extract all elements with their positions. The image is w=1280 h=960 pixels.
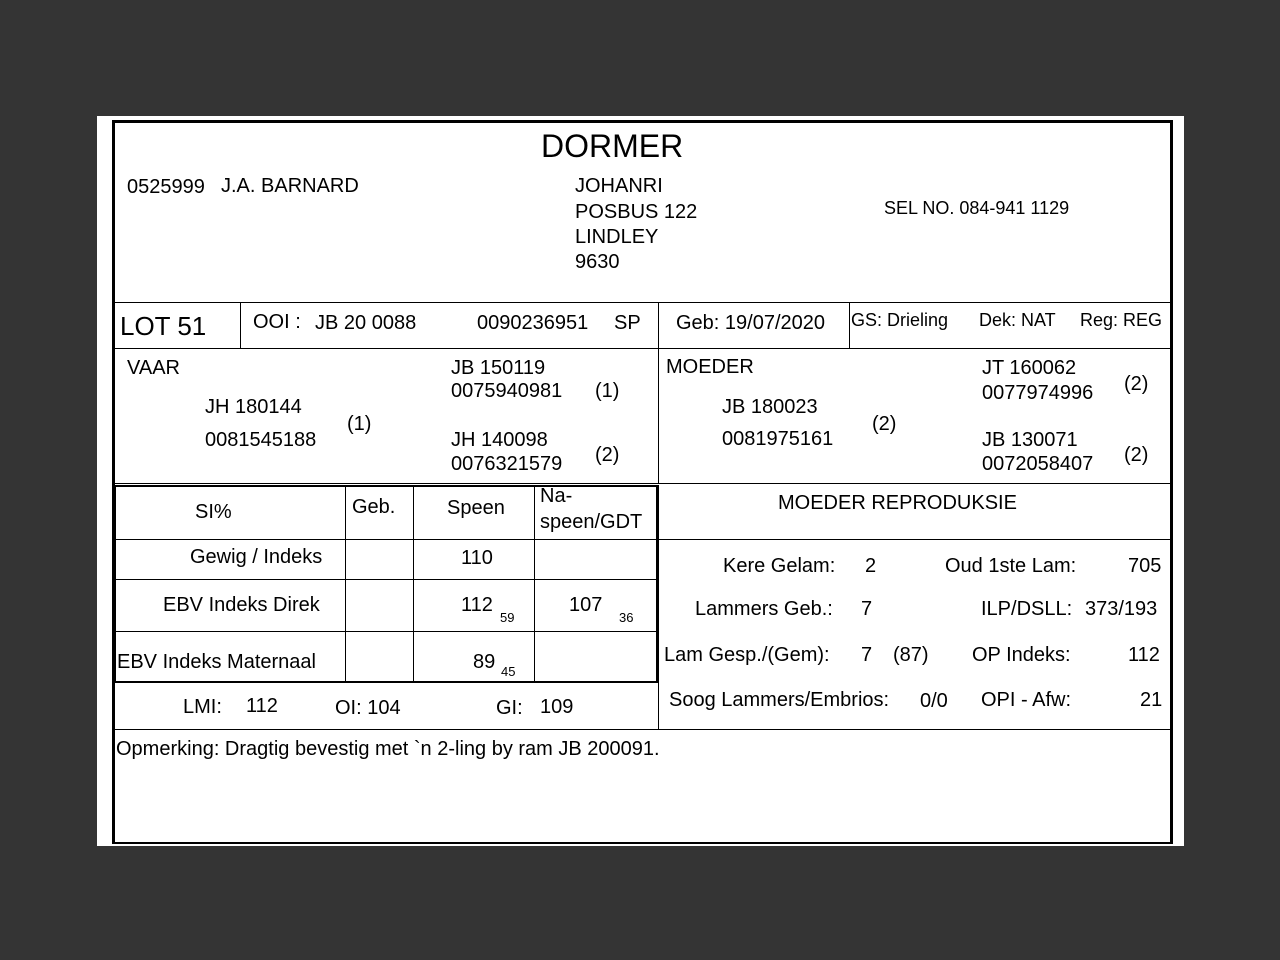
index-row-bottom <box>115 729 1172 730</box>
pedigree-divider <box>658 348 659 484</box>
birth-status: GS: Drieling <box>851 310 949 330</box>
row-gewig-label: Gewig / Indeks <box>190 546 323 568</box>
row-direk-speen-accuracy: 59 <box>500 610 515 625</box>
repro-title: MOEDER REPRODUKSIE <box>778 492 1017 514</box>
gesp-label: Lam Gesp./(Gem): <box>664 644 830 666</box>
row-maternaal-speen-accuracy: 45 <box>501 664 516 679</box>
oud-value: 705 <box>1128 555 1162 577</box>
address-line-3: LINDLEY <box>575 226 659 248</box>
si-table-top <box>115 485 658 487</box>
remarks-text: Opmerking: Dragtig bevestig met `n 2-ling by ram JB 200091. <box>116 738 660 760</box>
si-header-speen-gdt: speen/GDT <box>540 511 643 533</box>
sire-dam-code: (2) <box>595 444 620 466</box>
sire-sire-number: 0075940981 <box>451 380 563 402</box>
row-direk-speen: 112 <box>461 594 493 616</box>
si-col-speen <box>413 485 414 682</box>
sire-sire-code: (1) <box>595 380 620 402</box>
si-table-bottom <box>115 681 658 683</box>
si-table-left <box>114 485 116 683</box>
address-line-2: POSBUS 122 <box>575 201 698 223</box>
registration-status: Reg: REG <box>1080 310 1163 330</box>
dam-label: MOEDER <box>666 356 754 378</box>
row-gewig-speen: 110 <box>461 547 493 569</box>
gs-divider <box>849 302 850 348</box>
ilp-value: 373/193 <box>1085 598 1158 620</box>
sire-code: (1) <box>347 413 372 435</box>
row-maternaal-label: EBV Indeks Maternaal <box>117 651 316 673</box>
dam-id: JB 180023 <box>722 396 818 418</box>
op-label: OP Indeks: <box>972 644 1071 666</box>
repro-divider <box>658 485 659 730</box>
pedigree-bottom-line <box>115 483 1172 484</box>
row-direk-label: EBV Indeks Direk <box>163 594 320 616</box>
kere-label: Kere Gelam: <box>723 555 836 577</box>
oud-label: Oud 1ste Lam: <box>945 555 1077 577</box>
mating-type: Dek: NAT <box>979 310 1056 330</box>
gem-value: (87) <box>893 644 929 666</box>
si-header-na: Na- <box>540 485 573 507</box>
soog-value: 0/0 <box>920 690 948 712</box>
address-line-1: JOHANRI <box>575 175 663 197</box>
dam-dam-code: (2) <box>1124 444 1149 466</box>
address-line-4: 9630 <box>575 251 620 273</box>
row-direk-naspeen-accuracy: 36 <box>619 610 634 625</box>
dam-number: 0081975161 <box>722 428 834 450</box>
lot-row-bottom-line <box>115 348 1172 349</box>
lmi-label: LMI: <box>183 696 222 718</box>
lmi-value: 112 <box>246 695 278 717</box>
row-maternaal-speen: 89 <box>473 651 496 673</box>
dam-dam-id: JB 130071 <box>982 429 1078 451</box>
geb-divider <box>658 302 659 348</box>
lammers-label: Lammers Geb.: <box>695 598 833 620</box>
row-direk-naspeen: 107 <box>569 594 603 616</box>
opi-label: OPI - Afw: <box>981 689 1072 711</box>
gi-value: 109 <box>540 696 574 718</box>
breeder-name: J.A. BARNARD <box>221 175 359 197</box>
lot-number: LOT 51 <box>120 311 207 341</box>
si-col-geb <box>345 485 346 682</box>
soog-label: Soog Lammers/Embrios: <box>669 689 890 711</box>
breeder-number: 0525999 <box>127 176 205 198</box>
kere-value: 2 <box>865 555 877 577</box>
si-col-naspeen <box>534 485 535 682</box>
gi-label: GI: <box>496 697 523 719</box>
si-row2-line <box>115 631 658 632</box>
cell-number: SEL NO. 084-941 1129 <box>884 198 1070 218</box>
dam-code: (2) <box>872 413 897 435</box>
si-header-speen: Speen <box>447 497 505 519</box>
ooi-label: OOI : <box>253 311 301 333</box>
gesp-value: 7 <box>861 644 873 666</box>
op-value: 112 <box>1128 644 1160 666</box>
sire-sire-id: JB 150119 <box>451 357 546 379</box>
opi-value: 21 <box>1140 689 1163 711</box>
red-text-trace <box>160 840 1120 846</box>
lammers-value: 7 <box>861 598 873 620</box>
si-row1-line <box>115 579 658 580</box>
dam-sire-id: JT 160062 <box>982 357 1077 379</box>
dam-sire-number: 0077974996 <box>982 382 1094 404</box>
birth-date: Geb: 19/07/2020 <box>676 312 826 334</box>
ooi-id: JB 20 0088 <box>315 312 417 334</box>
si-header-geb: Geb. <box>352 496 396 518</box>
breed-title: DORMER <box>541 128 684 164</box>
si-header-si: SI% <box>195 501 232 523</box>
si-header-line <box>115 539 1172 540</box>
lot-row-top-line <box>115 302 1172 303</box>
sire-label: VAAR <box>127 357 180 379</box>
sire-number: 0081545188 <box>205 429 317 451</box>
lot-divider <box>240 302 241 348</box>
ewe-reg-number: 0090236951 <box>477 312 589 334</box>
sire-dam-id: JH 140098 <box>451 429 548 451</box>
dam-dam-number: 0072058407 <box>982 453 1094 475</box>
sire-id: JH 180144 <box>205 396 302 418</box>
dam-sire-code: (2) <box>1124 373 1149 395</box>
sp-code: SP <box>614 312 641 334</box>
ilp-label: ILP/DSLL: <box>981 598 1073 620</box>
sire-dam-number: 0076321579 <box>451 453 563 475</box>
oi-value: OI: 104 <box>335 697 401 719</box>
